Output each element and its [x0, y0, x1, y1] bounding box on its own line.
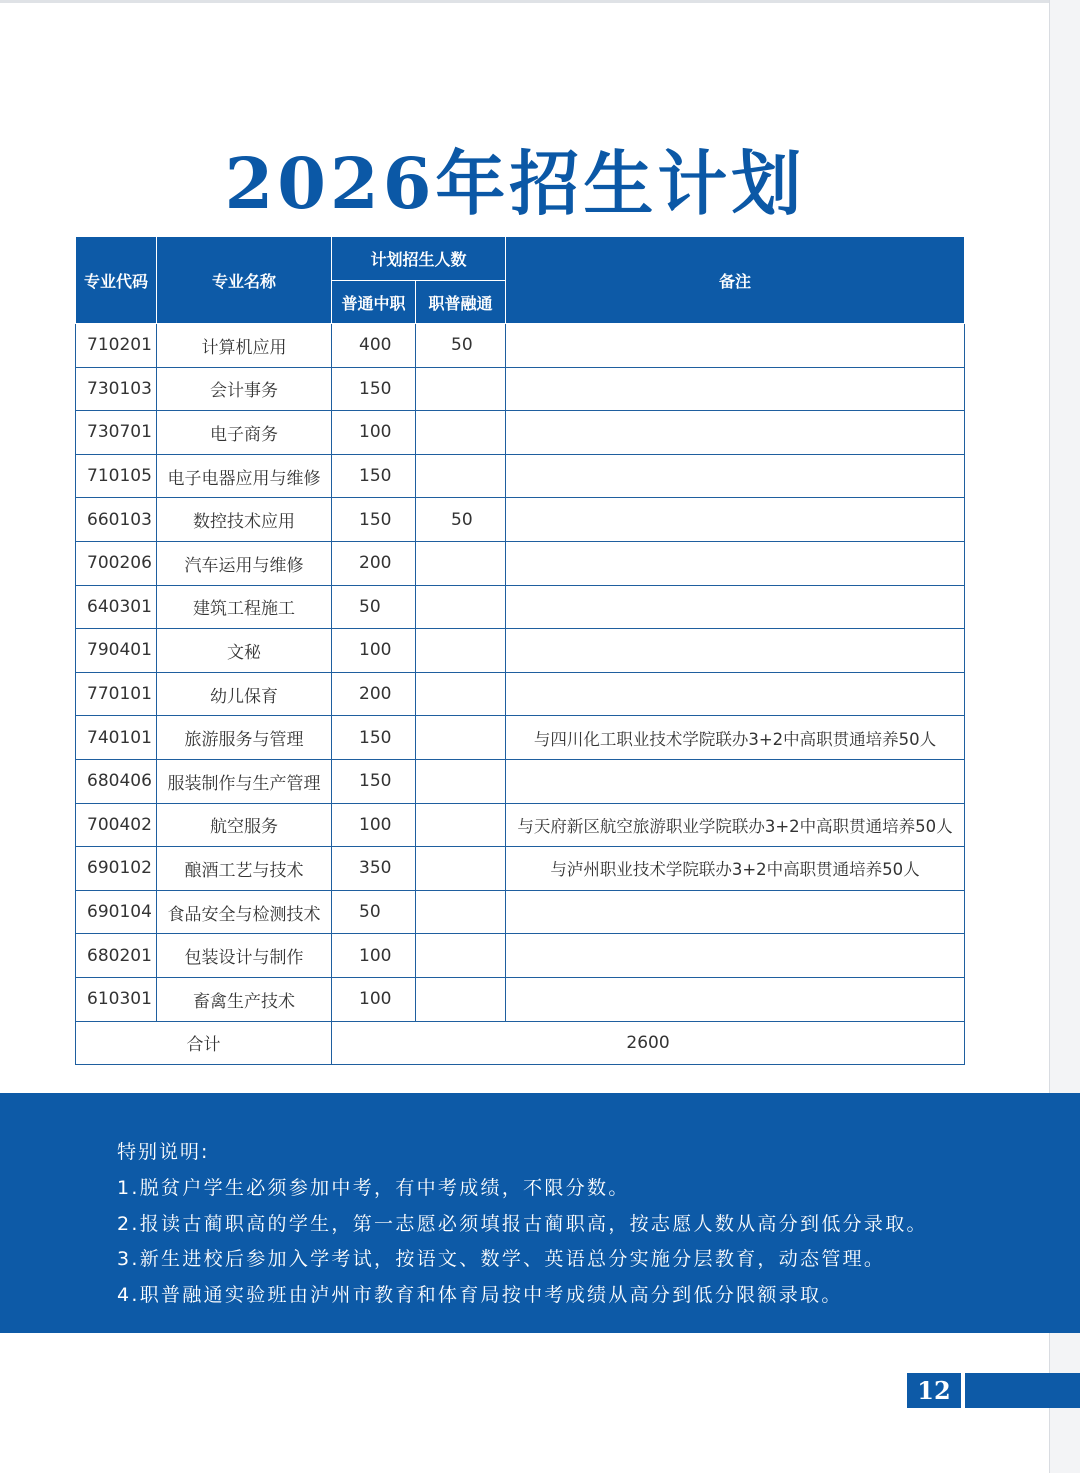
- table-row: [76, 454, 965, 498]
- enrollment-plan-table: [75, 236, 965, 1065]
- cell-regular: 50: [332, 890, 416, 934]
- header-name: 专业名称: [157, 237, 332, 324]
- cell-note: [506, 454, 965, 498]
- cell-integration: [416, 803, 506, 847]
- table-row: [76, 672, 965, 716]
- cell-note: 与泸州职业技术学院联办3+2中高职贯通培养50人: [506, 847, 965, 891]
- cell-regular: 50: [332, 585, 416, 629]
- header-plan-group: 计划招生人数: [332, 237, 506, 281]
- cell-code: 680201: [76, 934, 157, 978]
- cell-note: [506, 977, 965, 1021]
- cell-name: 文秘: [157, 629, 332, 673]
- cell-name: 电子电器应用与维修: [157, 454, 332, 498]
- cell-code: 700402: [76, 803, 157, 847]
- cell-regular: 100: [332, 803, 416, 847]
- cell-name: 电子商务: [157, 411, 332, 455]
- note-line-3: 3.新生进校后参加入学考试，按语文、数学、英语总分实施分层教育，动态管理。: [117, 1248, 886, 1270]
- cell-note: [506, 672, 965, 716]
- notes-title: 特别说明:: [117, 1141, 210, 1163]
- cell-integration: [416, 411, 506, 455]
- cell-name: 会计事务: [157, 367, 332, 411]
- cell-note: [506, 324, 965, 368]
- cell-integration: [416, 585, 506, 629]
- cell-integration: [416, 629, 506, 673]
- table-row: [76, 977, 965, 1021]
- table-row: [76, 324, 965, 368]
- note-line-4: 4.职普融通实验班由泸州市教育和体育局按中考成绩从高分到低分限额录取。: [117, 1284, 843, 1306]
- page-title: 2026年招生计划: [224, 142, 806, 225]
- cell-name: 畜禽生产技术: [157, 977, 332, 1021]
- total-label: 合计: [76, 1021, 332, 1065]
- cell-regular: 150: [332, 498, 416, 542]
- cell-code: 690104: [76, 890, 157, 934]
- cell-name: 建筑工程施工: [157, 585, 332, 629]
- cell-note: [506, 585, 965, 629]
- cell-code: 710105: [76, 454, 157, 498]
- cell-note: 与天府新区航空旅游职业学院联办3+2中高职贯通培养50人: [506, 803, 965, 847]
- cell-regular: 100: [332, 629, 416, 673]
- cell-regular: 100: [332, 934, 416, 978]
- cell-note: [506, 890, 965, 934]
- cell-integration: [416, 759, 506, 803]
- cell-note: [506, 498, 965, 542]
- cell-note: [506, 541, 965, 585]
- cell-name: 航空服务: [157, 803, 332, 847]
- header-regular: 普通中职: [332, 281, 416, 324]
- cell-code: 770101: [76, 672, 157, 716]
- special-notes-band: [0, 1093, 1080, 1333]
- cell-regular: 200: [332, 672, 416, 716]
- cell-regular: 150: [332, 367, 416, 411]
- cell-code: 710201: [76, 324, 157, 368]
- cell-integration: [416, 890, 506, 934]
- table-row: [76, 759, 965, 803]
- total-row: [76, 1021, 965, 1065]
- cell-note: [506, 759, 965, 803]
- page-number-bar: [965, 1373, 1080, 1408]
- cell-code: 660103: [76, 498, 157, 542]
- cell-name: 包装设计与制作: [157, 934, 332, 978]
- cell-integration: [416, 977, 506, 1021]
- table-row: [76, 803, 965, 847]
- cell-regular: 150: [332, 454, 416, 498]
- cell-regular: 200: [332, 541, 416, 585]
- cell-code: 700206: [76, 541, 157, 585]
- cell-name: 数控技术应用: [157, 498, 332, 542]
- cell-code: 730701: [76, 411, 157, 455]
- cell-name: 服装制作与生产管理: [157, 759, 332, 803]
- note-line-2: 2.报读古蔺职高的学生，第一志愿必须填报古蔺职高，按志愿人数从高分到低分录取。: [117, 1213, 928, 1235]
- cell-code: 790401: [76, 629, 157, 673]
- cell-regular: 400: [332, 324, 416, 368]
- cell-name: 旅游服务与管理: [157, 716, 332, 760]
- cell-integration: [416, 454, 506, 498]
- cell-code: 610301: [76, 977, 157, 1021]
- cell-note: 与四川化工职业技术学院联办3+2中高职贯通培养50人: [506, 716, 965, 760]
- total-value: 2600: [332, 1021, 965, 1065]
- table-row: [76, 890, 965, 934]
- table-row: [76, 411, 965, 455]
- table-row: [76, 498, 965, 542]
- cell-regular: 350: [332, 847, 416, 891]
- cell-name: 酿酒工艺与技术: [157, 847, 332, 891]
- cell-code: 730103: [76, 367, 157, 411]
- cell-regular: 150: [332, 716, 416, 760]
- page-number: 12: [907, 1373, 961, 1408]
- cell-note: [506, 934, 965, 978]
- table-row: [76, 847, 965, 891]
- table-row: [76, 585, 965, 629]
- cell-integration: [416, 716, 506, 760]
- cell-regular: 100: [332, 977, 416, 1021]
- cell-name: 幼儿保育: [157, 672, 332, 716]
- table-row: [76, 716, 965, 760]
- header-code: 专业代码: [76, 237, 157, 324]
- table-row: [76, 629, 965, 673]
- cell-regular: 100: [332, 411, 416, 455]
- header-note: 备注: [506, 237, 965, 324]
- cell-integration: [416, 541, 506, 585]
- cell-code: 690102: [76, 847, 157, 891]
- cell-note: [506, 411, 965, 455]
- cell-integration: [416, 934, 506, 978]
- header-integration: 职普融通: [416, 281, 506, 324]
- cell-integration: 50: [416, 498, 506, 542]
- cell-integration: [416, 672, 506, 716]
- cell-integration: 50: [416, 324, 506, 368]
- cell-name: 食品安全与检测技术: [157, 890, 332, 934]
- table-row: [76, 934, 965, 978]
- cell-integration: [416, 847, 506, 891]
- cell-note: [506, 629, 965, 673]
- cell-name: 计算机应用: [157, 324, 332, 368]
- cell-code: 680406: [76, 759, 157, 803]
- cell-code: 640301: [76, 585, 157, 629]
- page-edge-top: [0, 0, 1050, 3]
- cell-regular: 150: [332, 759, 416, 803]
- cell-code: 740101: [76, 716, 157, 760]
- table-row: [76, 367, 965, 411]
- note-line-1: 1.脱贫户学生必须参加中考，有中考成绩，不限分数。: [117, 1177, 630, 1199]
- cell-name: 汽车运用与维修: [157, 541, 332, 585]
- cell-integration: [416, 367, 506, 411]
- table-row: [76, 541, 965, 585]
- cell-note: [506, 367, 965, 411]
